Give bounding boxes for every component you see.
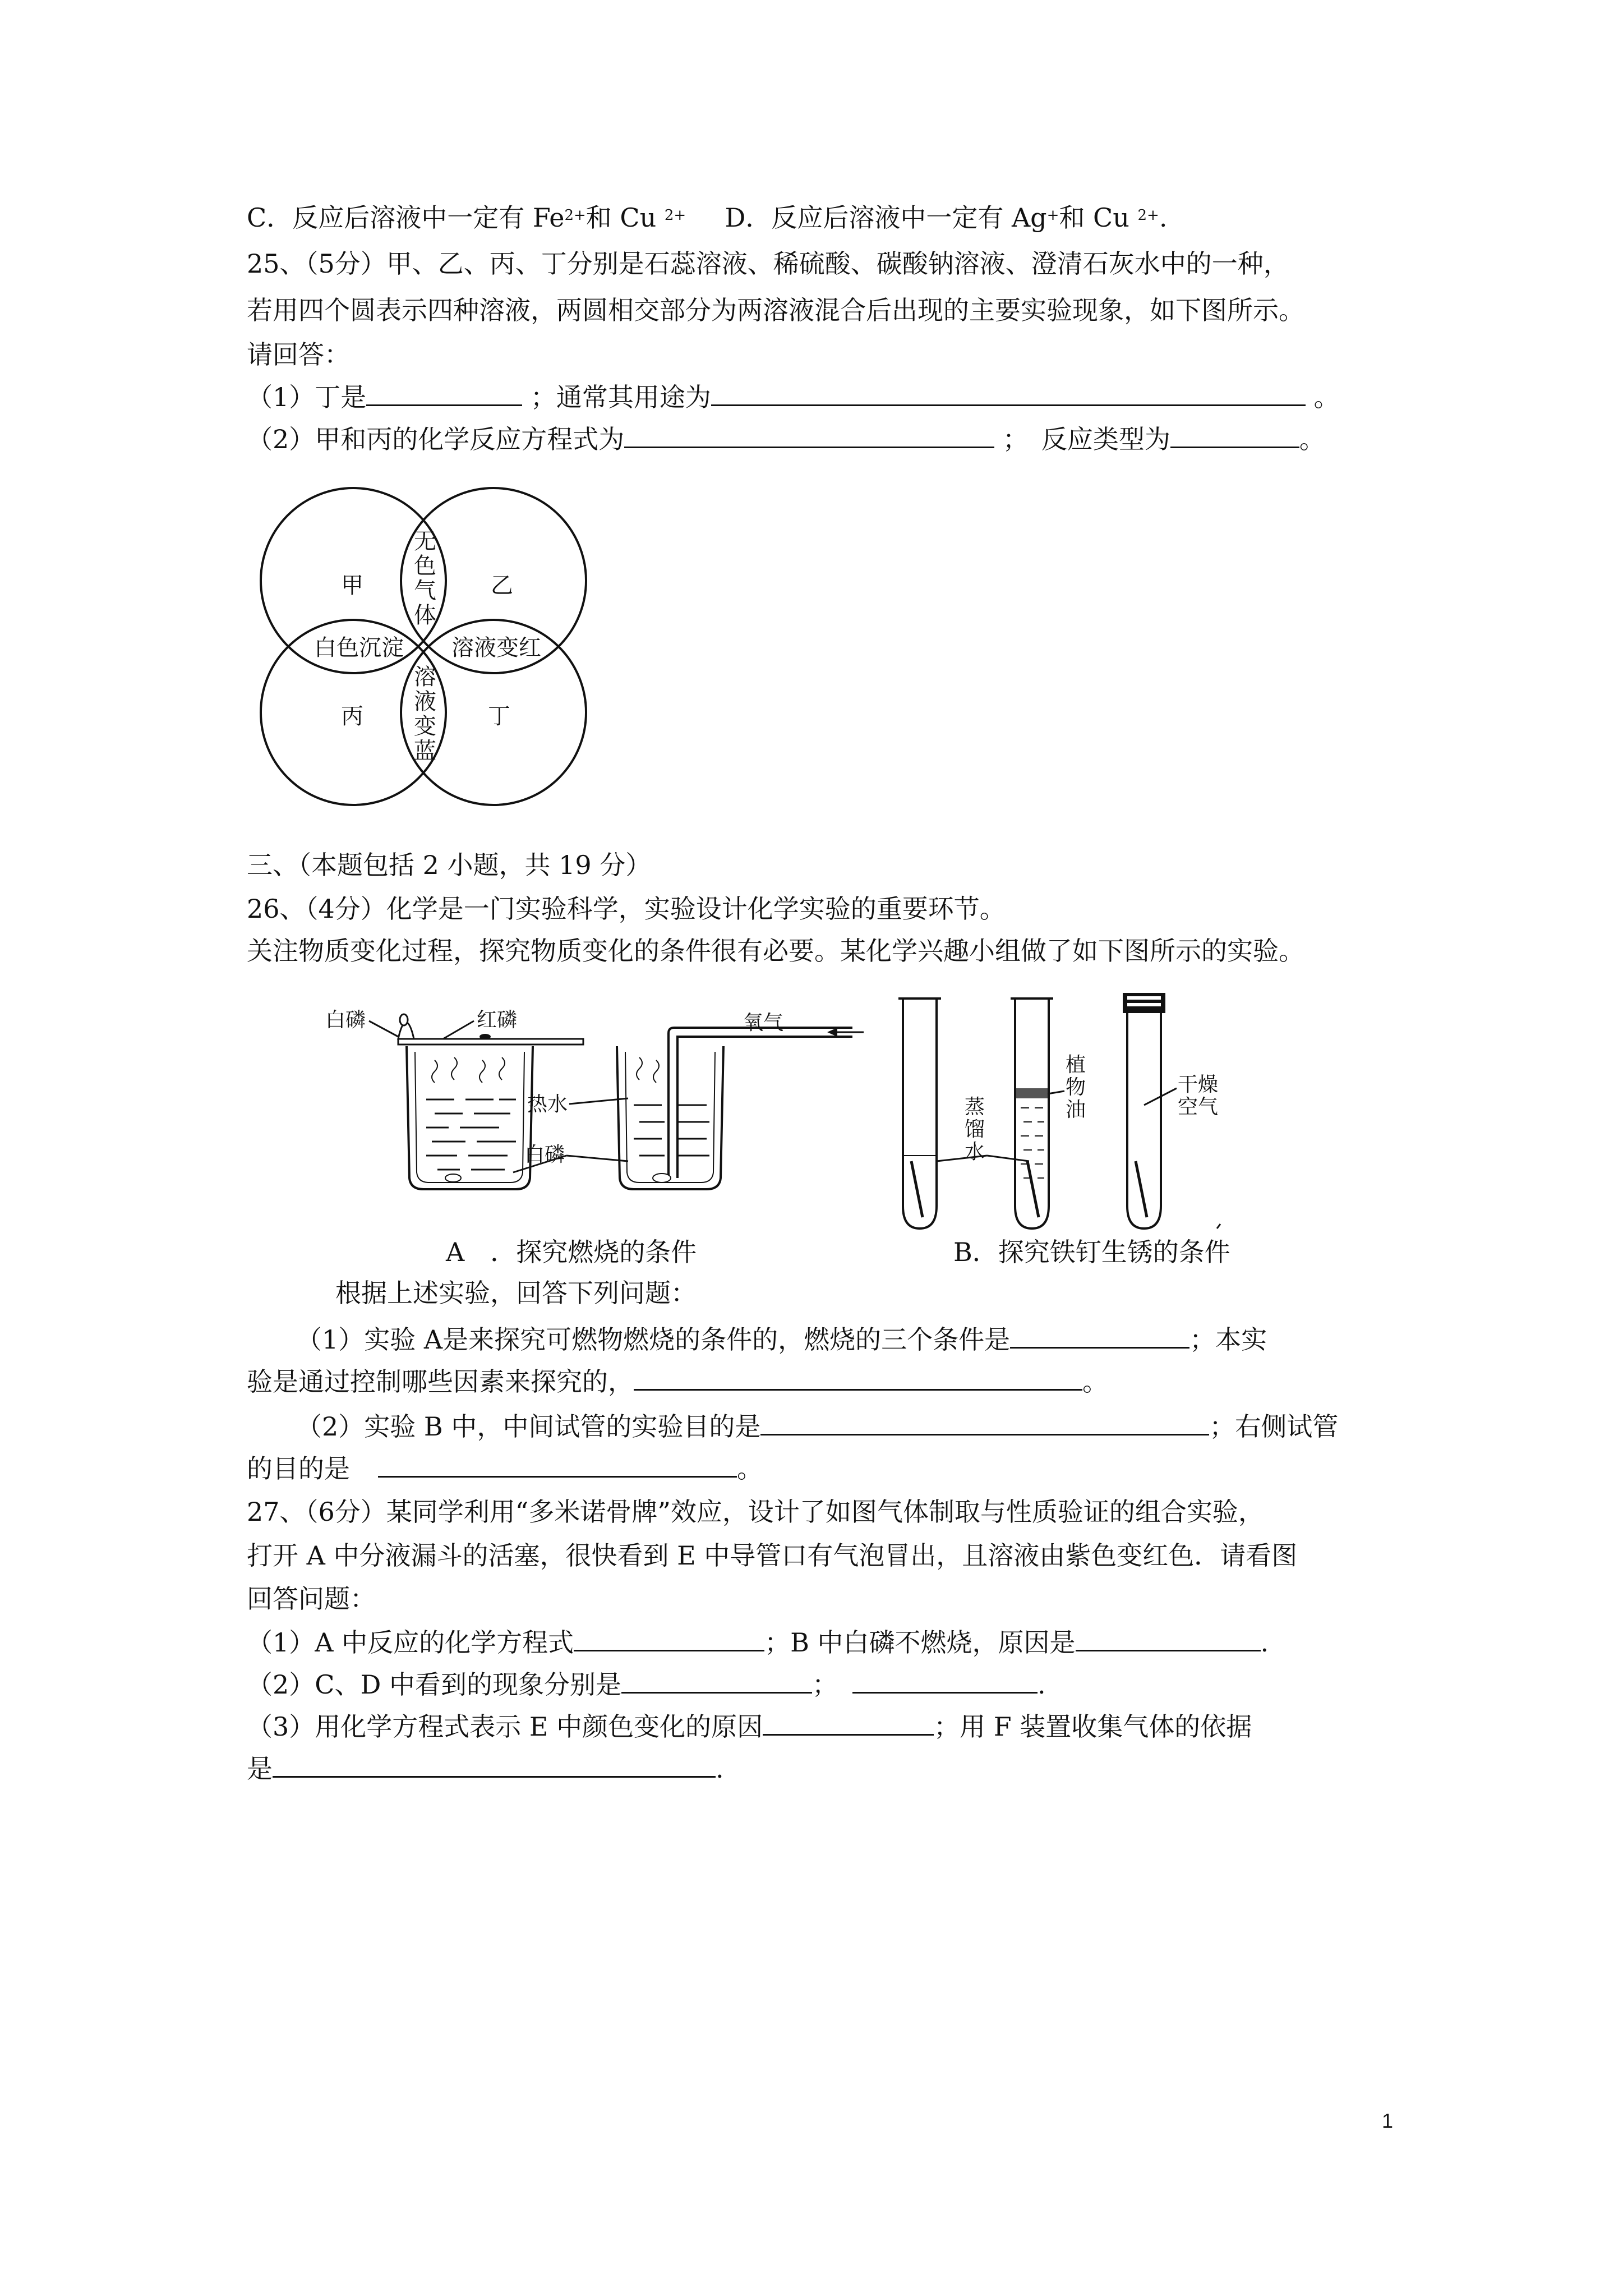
nail-1 xyxy=(911,1161,923,1217)
q26-sub2-line2 xyxy=(247,1450,763,1485)
q26-sub2-line1 xyxy=(296,1408,1338,1443)
q25-sub2-label: （2）甲和丙的化学反应方程式为 xyxy=(247,424,625,454)
q26-blank-middle-tube[interactable] xyxy=(760,1408,1209,1435)
venn-top-char-4: 体 xyxy=(414,602,436,628)
q24-optD-mid: 和 Cu xyxy=(1059,203,1129,233)
page-number: 1 xyxy=(1381,2109,1393,2132)
q25-blank-reaction-type[interactable] xyxy=(1170,421,1299,448)
q24-optC-sup2: 2+ xyxy=(664,207,686,224)
q25-sub1-mid: ；通常其用途为 xyxy=(530,382,711,412)
q27-blank-equation-a[interactable] xyxy=(574,1624,764,1651)
q26-sub1-text: （1）实验 A是来探究可燃物燃烧的条件的，燃烧的三个条件是 xyxy=(296,1324,1011,1355)
q25-sub1-label: （1）丁是 xyxy=(247,382,367,412)
beaker-1 xyxy=(407,1046,533,1189)
q27-sub2 xyxy=(247,1666,1046,1701)
label-dry-air-2: 空气 xyxy=(1178,1096,1219,1119)
q27-sub3-text: （3）用化学方程式表示 E 中颜色变化的原因 xyxy=(247,1711,763,1742)
label-red-phosphorus: 红磷 xyxy=(477,1009,518,1032)
red-phosphorus-on-plate xyxy=(479,1034,491,1039)
q27-sub1-end: . xyxy=(1260,1627,1269,1658)
venn-right-label: 溶液变红 xyxy=(451,635,541,661)
nail-3 xyxy=(1136,1161,1147,1217)
test-tube-1 xyxy=(903,999,937,1228)
q27-blank-reason-b[interactable] xyxy=(1076,1624,1261,1651)
q26-blank-conditions[interactable] xyxy=(1010,1321,1189,1349)
q24-optC-text: C．反应后溶液中一定有 Fe xyxy=(247,203,565,233)
venn-label-yi: 乙 xyxy=(491,573,513,599)
venn-top-char-2: 色 xyxy=(414,553,436,579)
q26-sub1-line2 xyxy=(247,1363,1108,1398)
venn-bottom-char-4: 蓝 xyxy=(414,738,436,764)
label-dry-air-1: 干燥 xyxy=(1178,1073,1219,1096)
label-white-phosphorus-under-water: 白磷 xyxy=(524,1143,565,1166)
venn-left-label: 白色沉淀 xyxy=(314,635,404,661)
q26-sub1-cont: 验是通过控制哪些因素来探究的， xyxy=(247,1366,634,1397)
q27-sub1-text: （1）A 中反应的化学方程式 xyxy=(247,1627,574,1658)
q26-sub1-line1 xyxy=(296,1321,1267,1356)
venn-top-char-3: 气 xyxy=(414,578,436,604)
test-tube-3 xyxy=(1127,1010,1161,1228)
beaker-2 xyxy=(617,1046,723,1189)
q25-sub2-mid: ； 反应类型为 xyxy=(1002,424,1170,454)
q27-sub3-line1 xyxy=(247,1708,1252,1743)
oil-layer xyxy=(1016,1088,1048,1098)
label-oxygen: 氧气 xyxy=(743,1011,784,1034)
venn-bottom-char-2: 液 xyxy=(414,689,436,715)
q27-sub3-end: . xyxy=(716,1754,724,1784)
nail-2 xyxy=(1027,1161,1039,1217)
q24-options-line xyxy=(247,201,1167,234)
q27-sub1-mid: ；B 中白磷不燃烧，原因是 xyxy=(764,1627,1076,1658)
q25-intro-2: 若用四个圆表示四种溶液，两圆相交部分为两溶液混合后出现的主要实验现象，如下图所示。 xyxy=(247,295,1304,325)
q27-sub2-text: （2）C、D 中看到的现象分别是 xyxy=(247,1669,621,1700)
figure-b-rusting xyxy=(880,993,1284,1251)
q24-optD-text: D．反应后溶液中一定有 Ag xyxy=(725,203,1047,233)
figure-b-caption: B．探究铁钉生锈的条件 xyxy=(953,1237,1230,1267)
venn-label-ding: 丁 xyxy=(488,703,510,729)
q26-sub2-end: 。 xyxy=(737,1453,763,1484)
venn-label-bing: 丙 xyxy=(341,703,363,729)
q25-sub2-end: 。 xyxy=(1299,424,1325,454)
venn-diagram xyxy=(258,477,606,825)
q27-sub3-cont: 是 xyxy=(247,1754,273,1784)
q27-sub2-end: . xyxy=(1037,1669,1046,1700)
q26-lead: 根据上述实验，回答下列问题： xyxy=(335,1278,697,1308)
q27-sub1 xyxy=(247,1624,1269,1659)
q26-sub2-tail: ；右侧试管 xyxy=(1209,1411,1339,1442)
q25-intro-1: 25、（5分）甲、乙、丙、丁分别是石蕊溶液、稀硫酸、碳酸钠溶液、澄清石灰水中的一种， xyxy=(247,249,1289,279)
q24-optD-sup2: 2+ xyxy=(1137,207,1159,224)
q25-sub1 xyxy=(247,379,1340,414)
label-oil-2: 物 xyxy=(1066,1076,1086,1099)
q26-sub2-cont: 的目的是 xyxy=(247,1453,350,1484)
figure-a-combustion xyxy=(314,993,864,1273)
label-distilled-3: 水 xyxy=(965,1140,985,1163)
q25-sub1-end: 。 xyxy=(1313,382,1340,412)
q26-sub2-text: （2）实验 B 中，中间试管的实验目的是 xyxy=(296,1411,761,1442)
q26-blank-right-tube[interactable] xyxy=(378,1450,737,1478)
label-distilled-1: 蒸 xyxy=(965,1096,985,1119)
label-distilled-2: 馏 xyxy=(965,1118,985,1141)
q27-sub2-mid: ； xyxy=(811,1669,838,1700)
q27-intro-2: 打开 A 中分液漏斗的活塞，很快看到 E 中导管口有气泡冒出，且溶液由紫色变红色．请看图 xyxy=(247,1540,1298,1571)
q25-intro-3: 请回答： xyxy=(247,339,350,370)
q25-blank-use[interactable] xyxy=(711,379,1306,406)
section-3-heading: 三、（本题包括 2 小题，共 19 分） xyxy=(247,850,652,880)
q24-optD-end: . xyxy=(1159,203,1168,233)
label-hot-water: 热水 xyxy=(527,1093,568,1116)
q26-intro-1: 26、（4分）化学是一门实验科学，实验设计化学实验的重要环节。 xyxy=(247,894,1006,924)
q27-sub3-line2 xyxy=(247,1750,724,1786)
q27-blank-collection-basis[interactable] xyxy=(273,1750,716,1778)
figure-a-caption: A ．探究燃烧的条件 xyxy=(446,1237,697,1267)
q26-sub1-end: 。 xyxy=(1082,1366,1108,1397)
q27-intro-3: 回答问题： xyxy=(247,1584,376,1614)
q26-blank-factors[interactable] xyxy=(634,1363,1082,1391)
venn-top-char-1: 无 xyxy=(414,528,436,554)
venn-bottom-char-3: 变 xyxy=(414,714,436,739)
venn-bottom-char-1: 溶 xyxy=(414,664,436,690)
q25-sub2 xyxy=(247,421,1325,456)
test-tube-2 xyxy=(1015,999,1049,1228)
q26-sub1-tail: ；本实 xyxy=(1189,1324,1267,1355)
q25-blank-equation[interactable] xyxy=(624,421,994,448)
label-oil-1: 植 xyxy=(1066,1053,1086,1076)
q25-blank-ding[interactable] xyxy=(366,379,522,406)
q27-sub3-mid: ；用 F 装置收集气体的依据 xyxy=(934,1711,1252,1742)
copper-plate xyxy=(398,1039,583,1045)
label-oil-3: 油 xyxy=(1066,1098,1086,1121)
q26-intro-2: 关注物质变化过程，探究物质变化的条件很有必要。某化学兴趣小组做了如下图所示的实验。 xyxy=(247,936,1304,966)
label-white-phosphorus-top: 白磷 xyxy=(325,1009,366,1032)
q27-blank-phenomenon-d[interactable] xyxy=(852,1666,1038,1694)
q27-blank-phenomenon-c[interactable] xyxy=(621,1666,812,1694)
q24-optC-mid: 和 Cu xyxy=(585,203,657,233)
q24-optD-sup1: + xyxy=(1046,207,1059,224)
q24-optC-sup1: 2+ xyxy=(564,207,586,224)
q27-intro-1: 27、（6分）某同学利用“多米诺骨牌”效应，设计了如图气体制取与性质验证的组合实验， xyxy=(247,1497,1264,1527)
venn-label-jia: 甲 xyxy=(341,573,363,599)
q27-blank-equation-e[interactable] xyxy=(763,1708,934,1736)
